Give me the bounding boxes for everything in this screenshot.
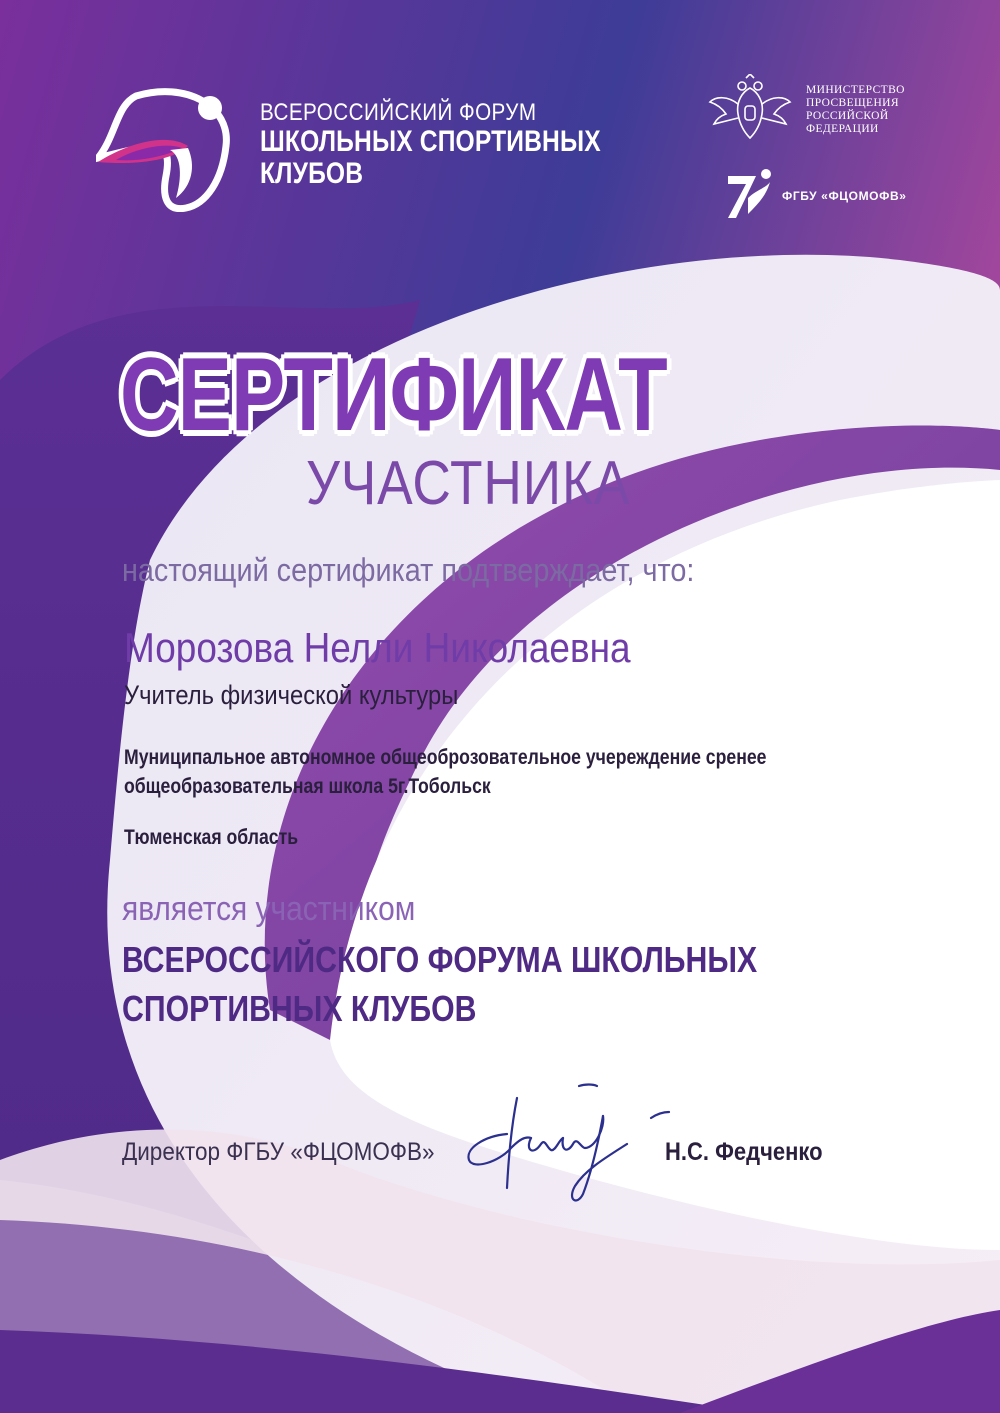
recipient-region: Тюменская область xyxy=(124,826,299,849)
seven-runner-logo-icon xyxy=(726,168,776,220)
forum-title-line3: КЛУБОВ xyxy=(260,157,364,191)
fgbu-label: ФГБУ «ФЦОМОФВ» xyxy=(782,189,907,203)
forum-title-line1: ВСЕРОССИЙСКИЙ ФОРУМ xyxy=(260,99,537,126)
double-headed-eagle-emblem-icon xyxy=(706,74,794,144)
forum-runner-logo-icon xyxy=(96,86,246,212)
certificate-subtitle: УЧАСТНИКА xyxy=(306,449,631,518)
signer-name: Н.С. Федченко xyxy=(665,1138,823,1166)
recipient-organization xyxy=(124,744,766,802)
recipient-position: Учитель физической культуры xyxy=(124,680,459,710)
forum-title-line2: ШКОЛЬНЫХ СПОРТИВНЫХ xyxy=(260,124,601,158)
forum-title xyxy=(260,100,676,191)
handwritten-signature xyxy=(455,1078,675,1208)
ministry-line1: МИНИСТЕРСТВО xyxy=(806,84,905,96)
forum-name-line1: ВСЕРОССИЙСКОГО ФОРУМА ШКОЛЬНЫХ xyxy=(122,939,758,980)
organization-line2: общеобразовательная школа 5г.Тобольск xyxy=(124,774,491,798)
recipient-name: Морозова Нелли Николаевна xyxy=(124,624,631,671)
ministry-line4: ФЕДЕРАЦИИ xyxy=(806,122,879,135)
ministry-line2: ПРОСВЕЩЕНИЯ xyxy=(806,96,899,109)
certificate-title: СЕРТИФИКАТ xyxy=(120,337,667,453)
confirm-text: настоящий сертификат подтверждает, что: xyxy=(122,552,695,588)
is-member-text: является участником xyxy=(122,890,416,928)
forum-name-line2: СПОРТИВНЫХ КЛУБОВ xyxy=(122,987,477,1029)
ministry-line3: РОССИЙСКОЙ xyxy=(806,109,889,122)
organization-line1: Муниципальное автономное общеоброзовательное учереждение сренее xyxy=(124,746,767,769)
ministry-name xyxy=(806,84,905,136)
director-label: Директор ФГБУ «ФЦОМОФВ» xyxy=(122,1138,435,1166)
forum-name xyxy=(122,936,757,1034)
